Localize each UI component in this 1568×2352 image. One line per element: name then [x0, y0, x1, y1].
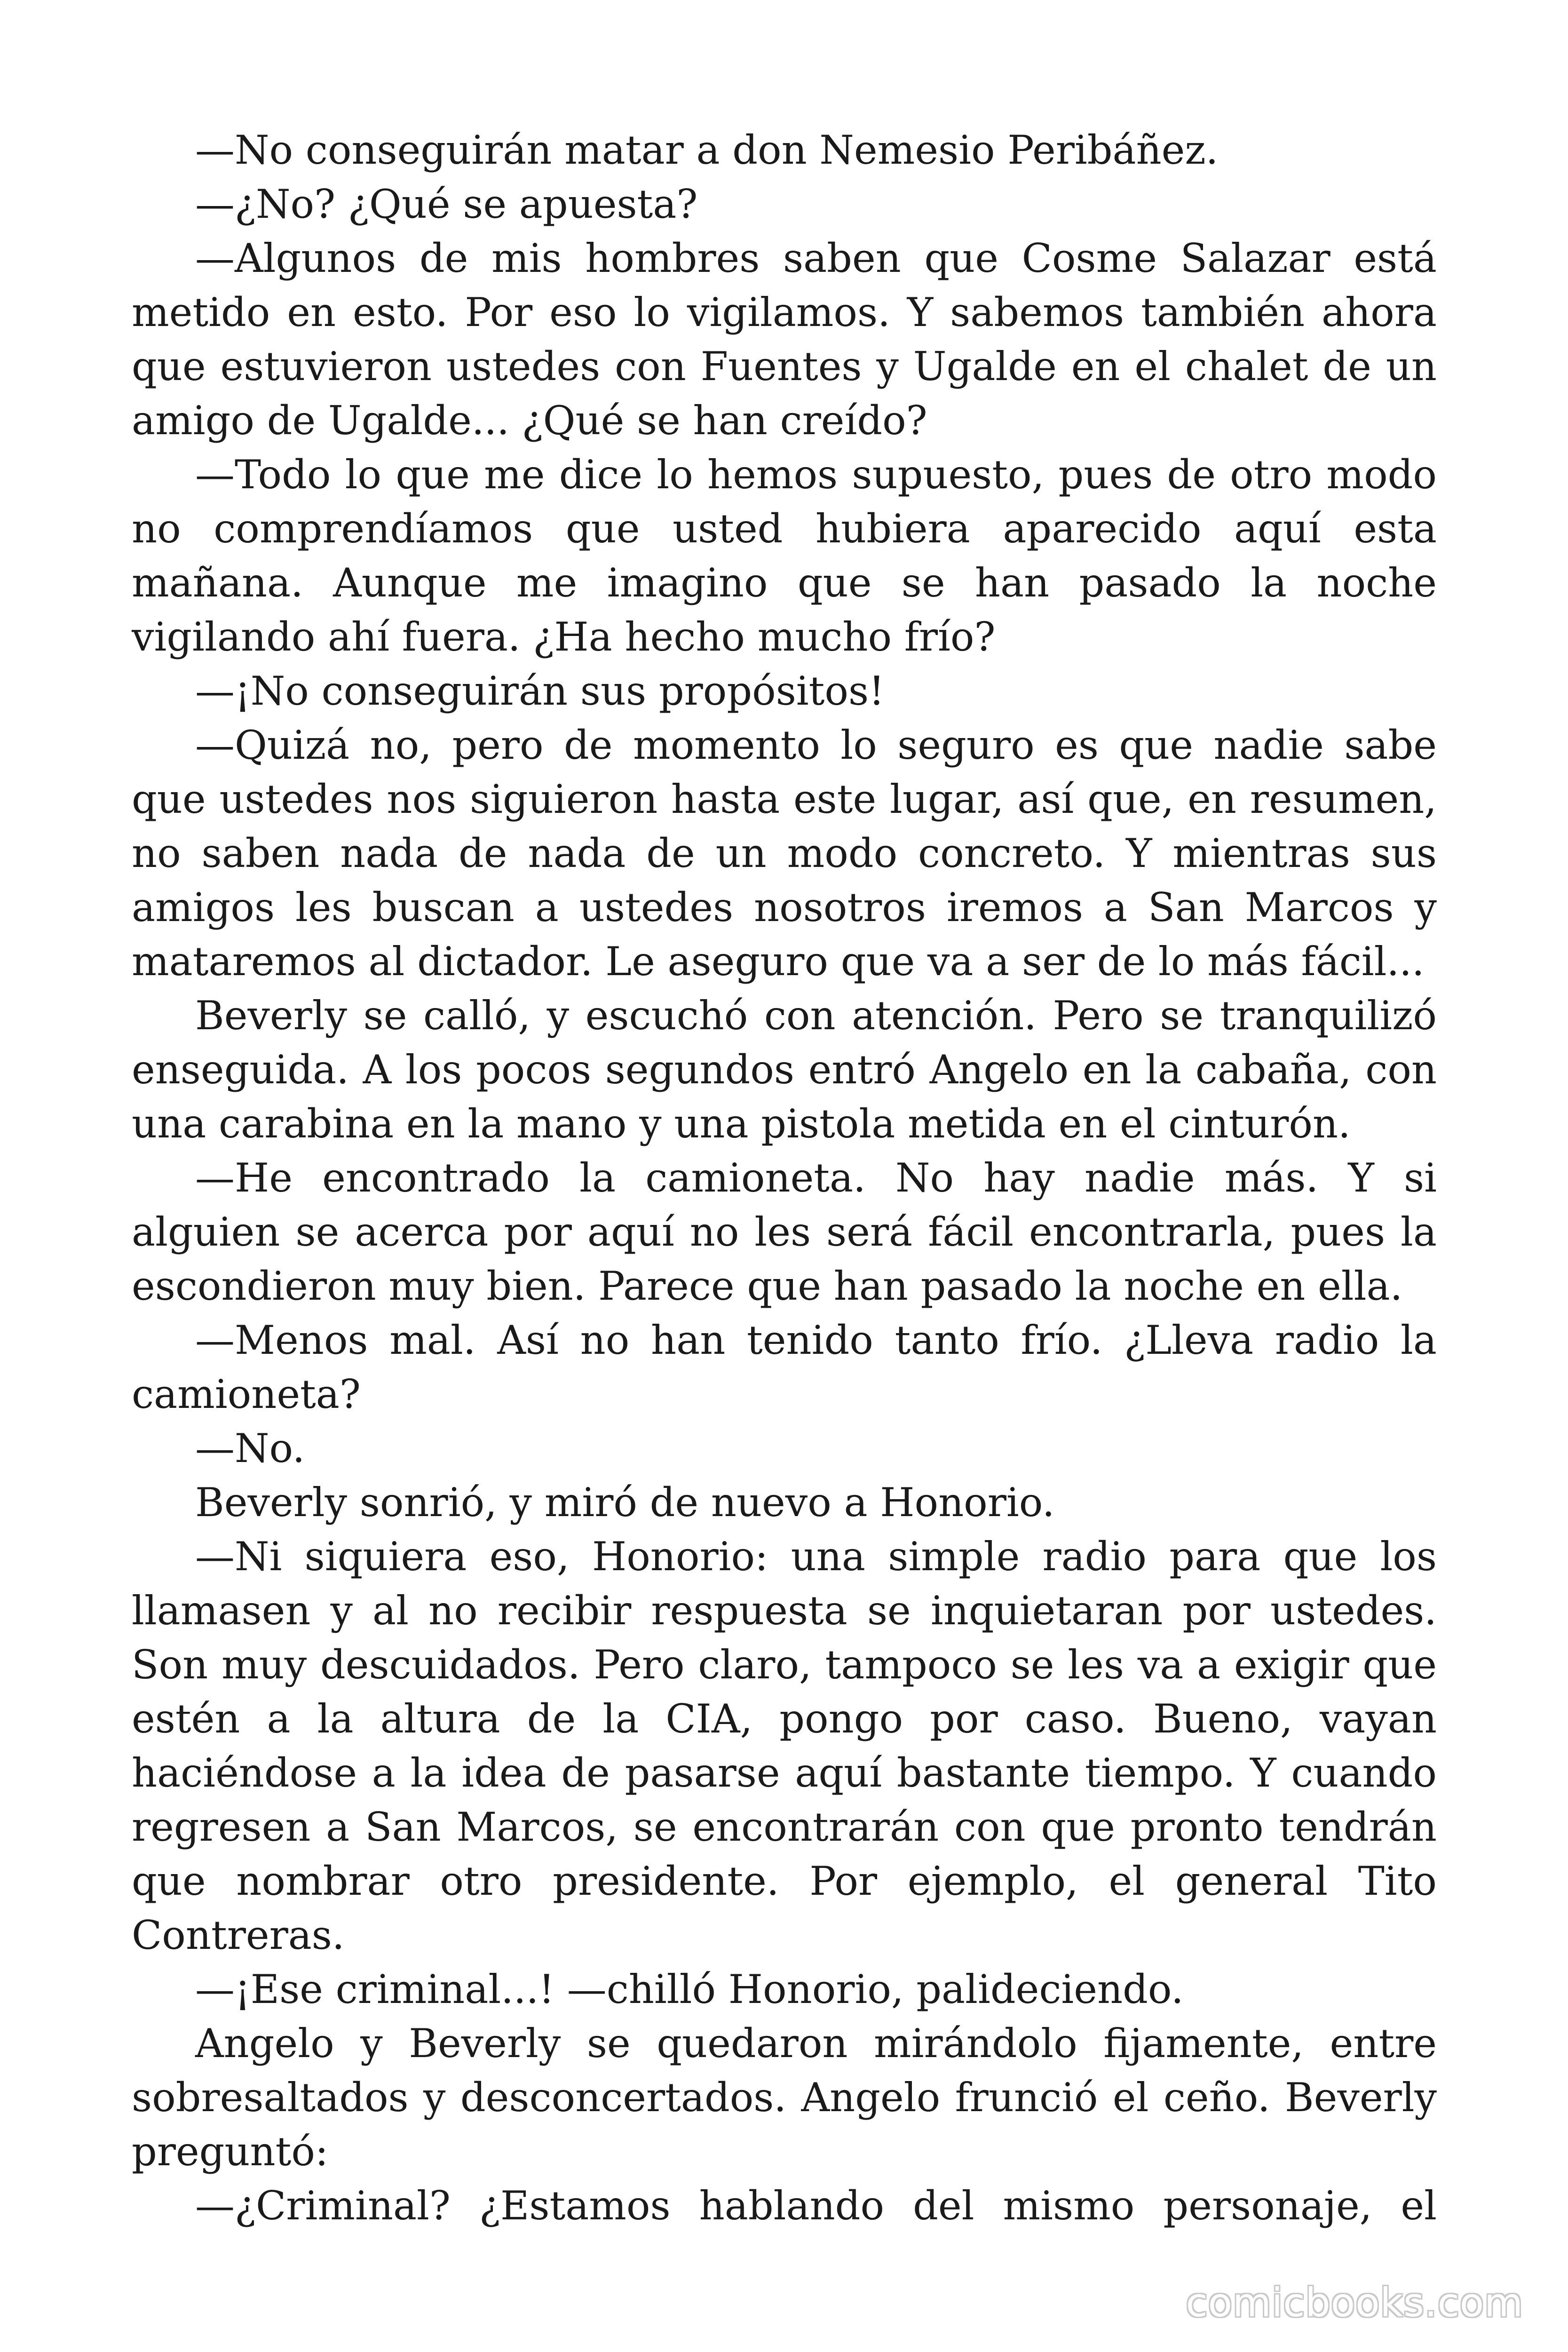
paragraph: —No. — [195, 1425, 305, 1471]
paragraph: —Quizá no, pero de momento lo seguro es que nadie sabe que ustedes nos siguieron hasta este lugar, así que, en resumen, no saben nada de nada de un modo concreto. Y mientras sus amigos les buscan a ustedes nosotros iremos a San Marcos y mataremos al dictador. Le aseguro que va a ser de lo más fácil... — [132, 722, 1437, 985]
paragraph-continued: —¿Criminal? ¿Estamos hablando del mismo personaje, el — [195, 2183, 1437, 2229]
paragraph: —¿No? ¿Qué se apuesta? — [195, 181, 698, 227]
paragraph: —Ni siquiera eso, Honorio: una simple radio para que los llamasen y al no recibir respuesta se inquietaran por ustedes. Son muy descuidados. Pero claro, tampoco se les va a exigir que estén a la altura de la CIA, pongo por caso. Bueno, vayan haciéndose a la idea de pasarse aquí bastante tiempo. Y cuando regresen a San Marcos, se encontrarán con que pronto tendrán que nombrar otro presidente. Por ejemplo, el general Tito Contreras. — [132, 1534, 1437, 1958]
paragraph: Angelo y Beverly se quedaron mirándolo fijamente, entre sobresaltados y desconcertados. Angelo frunció el ceño. Beverly preguntó: — [132, 2020, 1437, 2175]
paragraph: —He encontrado la camioneta. No hay nadie más. Y si alguien se acerca por aquí no les será fácil encontrarla, pues la escondieron muy bien. Parece que han pasado la noche en ella. — [132, 1155, 1437, 1309]
paragraph: —Menos mal. Así no han tenido tanto frío. ¿Lleva radio la camioneta? — [132, 1317, 1437, 1417]
paragraph: —¡No conseguirán sus propósitos! — [195, 668, 885, 714]
paragraph: Beverly sonrió, y miró de nuevo a Honorio. — [195, 1479, 1055, 1526]
paragraph: Beverly se calló, y escuchó con atención. Pero se tranquilizó enseguida. A los pocos segundos entró Angelo en la cabaña, con una carabina en la mano y una pistola metida en el cinturón. — [132, 993, 1437, 1147]
paragraph: —¡Ese criminal...! —chilló Honorio, palideciendo. — [195, 1966, 1184, 2012]
paragraph: —No conseguirán matar a don Nemesio Peribáñez. — [195, 127, 1219, 173]
body-text — [132, 123, 1437, 2233]
paragraph: —Algunos de mis hombres saben que Cosme Salazar está metido en esto. Por eso lo vigilamos. Y sabemos también ahora que estuvieron ustedes con Fuentes y Ugalde en el chalet de un amigo de Ugalde... ¿Qué se han creído? — [132, 235, 1437, 444]
watermark: comicbooks.com — [1186, 2280, 1523, 2326]
paragraph: —Todo lo que me dice lo hemos supuesto, pues de otro modo no comprendíamos que usted hubiera aparecido aquí esta mañana. Aunque me imagino que se han pasado la noche vigilando ahí fuera. ¿Ha hecho mucho frío? — [132, 452, 1437, 660]
